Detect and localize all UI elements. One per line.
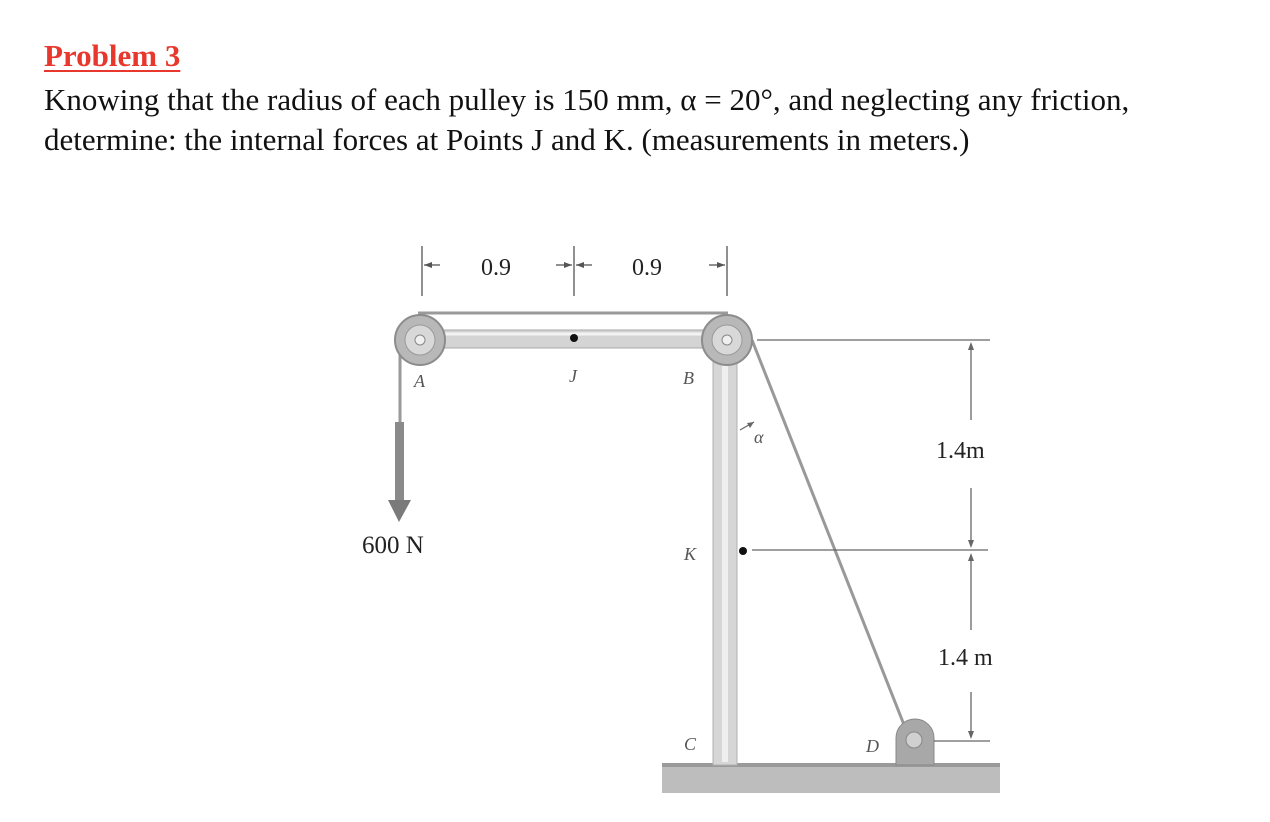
load-arrow-shaft (395, 422, 404, 500)
point-a-label: A (414, 371, 425, 391)
support-d (896, 719, 934, 765)
point-j-label: J (569, 366, 577, 386)
angle-alpha-label: α (754, 427, 764, 447)
cable-to-d (752, 340, 910, 740)
point-k-dot (739, 547, 747, 555)
problem-title: Problem 3 (44, 38, 181, 73)
dimension-right (752, 340, 990, 741)
point-k-label: K (684, 544, 697, 564)
point-j-dot (570, 334, 578, 342)
dim-right-label: 0.9 (632, 255, 662, 281)
dim-upper-height-label: 1.4m (936, 438, 985, 464)
dim-lower-height-label: 1.4 m (938, 645, 993, 671)
problem-line-1: Knowing that the radius of each pulley is 150 mm, α = 20°, and neglecting any friction, (44, 82, 1130, 117)
pulley-b (702, 315, 752, 365)
problem-line-2: determine: the internal forces at Points J and K. (measurements in meters.) (44, 122, 970, 157)
dim-left-label: 0.9 (481, 255, 511, 281)
pulley-a (395, 315, 445, 365)
dimension-top (422, 246, 727, 296)
point-d-label: D (866, 736, 879, 756)
ground (662, 763, 1000, 793)
load-arrow-head (388, 500, 411, 522)
point-c-label: C (684, 734, 697, 754)
load-label: 600 N (362, 532, 424, 559)
point-b-label: B (683, 368, 694, 388)
